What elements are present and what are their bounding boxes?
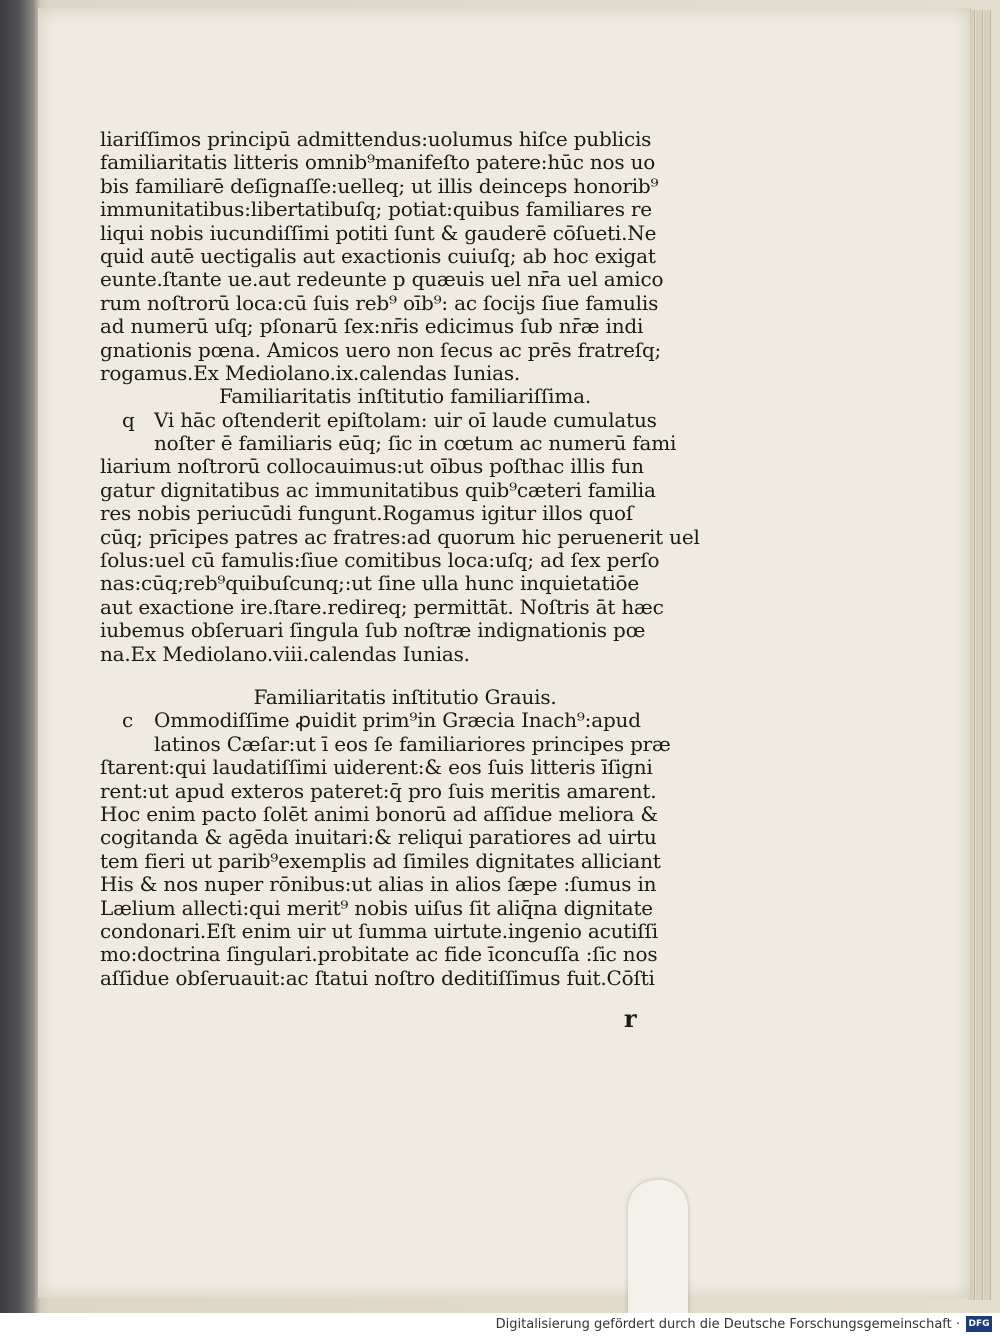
text-line: Ommodiſſime ꝓuidit prim⁹in Græcia Inach⁹:apud [154, 708, 641, 733]
paper-tab [628, 1180, 688, 1320]
text-line: liarium noſtrorū collocauimus:ut oībus poſthac illis fun [100, 454, 644, 479]
text-line: rogamus.Ex Mediolano.ix.calendas Iunias. [100, 360, 521, 385]
section-heading-grauis: Familiaritatis inſtitutio Grauis. [253, 684, 557, 709]
text-line: eunte.ſtante ue.aut redeunte p quæuis uel nr̄a uel amico [100, 267, 664, 292]
page-edge [976, 10, 983, 1300]
text-line: res nobis periucūdi fungunt.Rogamus igitur illos quoſ [100, 501, 634, 526]
guide-letter-q: q [122, 407, 135, 432]
text-line: rum noſtrorū loca:cū ſuis reb⁹ oīb⁹: ac ſocijs ſiue famulis [100, 290, 659, 315]
text-line: quid autē uectigalis aut exactionis cuiuſq; ab hoc exigat [100, 243, 656, 268]
text-line: liqui nobis iucundiſſimi potiti ſunt & gauderē cōſueti.Ne [100, 220, 657, 245]
guide-letter-c: c [122, 708, 134, 733]
section-heading-familiarissima: Familiaritatis inſtitutio familiariſſima. [219, 384, 591, 409]
text-line: tem fieri ut parib⁹exemplis ad ſimiles dignitates alliciant [100, 848, 661, 873]
text-line: ſolus:uel cū famulis:ſiue comitibus loca:uſq; ad ſex perſo [100, 548, 660, 573]
text-line: aſſidue obſeruauit:ac ſtatui noſtro deditiſſimus fuit.Cōſti [100, 965, 655, 990]
text-line: liariſſimos principū admittendus:uolumus hiſce publicis [100, 127, 652, 151]
paragraph-first-line [100, 709, 670, 732]
page-text [100, 127, 700, 990]
text-line: na.Ex Mediolano.viii.calendas Iunias. [100, 641, 470, 666]
section-gap [100, 666, 670, 686]
page-edge [984, 10, 991, 1300]
text-line: Vi hāc oſtenderit epiſtolam: uir oī laude cumulatus [154, 407, 657, 432]
text-line: immunitatibus:libertatibuſq; potiat:quibus familiares re [100, 197, 652, 222]
text-line: bis familiarē deſignaſſe:uelleq; ut illis deinceps honorib⁹ [100, 173, 659, 198]
text-line: latinos Cæſar:ut ī eos ſe familiariores principes præ [154, 731, 671, 756]
dfg-logo: DFG [966, 1316, 992, 1332]
text-line: ſtarent:qui laudatiſſimi uiderent:& eos ſuis litteris īſigni [100, 755, 653, 780]
text-line: Hoc enim pacto ſolēt animi bonorū ad aſſidue meliora & [100, 801, 658, 826]
text-line: Lælium allecti:qui merit⁹ nobis uiſus ſit aliq̄na dignitate [100, 895, 653, 920]
text-line: cūq; prīcipes patres ac fratres:ad quorum hic peruenerit uel [100, 524, 700, 549]
paragraph-first-line [100, 409, 670, 432]
text-line: gatur dignitatibus ac immunitatibus quib⁹cæteri familia [100, 477, 656, 502]
text-line: familiaritatis litteris omnib⁹manifeſto patere:hūc nos uo [100, 150, 656, 175]
text-line: rent:ut apud exteros pateret:q̄ pro ſuis meritis amarent. [100, 778, 657, 803]
text-line: ad numerū uſq; pſonarū ſex:nr̄is edicimus ſub nr̄æ indi [100, 314, 644, 339]
text-line: nas:cūq;reb⁹quibuſcunq;:ut ſine ulla hunc inquietatiōe [100, 571, 640, 596]
text-line: noſter ē familiaris eūq; ſic in cœtum ac numerū fami [154, 431, 677, 456]
text-line: iubemus obſeruari ſingula ſub noſtræ indignationis pœ [100, 618, 646, 643]
text-line: aut exactione ire.ſtare.redireq; permittāt. Noſtris āt hæc [100, 594, 664, 619]
text-line: mo:doctrina ſingulari.probitate ac fide īconcuſſa :ſic nos [100, 942, 658, 967]
text-line: gnationis pœna. Amicos uero non ſecus ac prēs fratreſq; [100, 337, 662, 362]
text-line: His & nos nuper rōnibus:ut alias in alios ſæpe :ſumus in [100, 872, 657, 897]
signature-mark: r [624, 1004, 637, 1033]
funding-credit: Digitalisierung gefördert durch die Deutsche Forschungsgemeinschaft · [495, 1317, 960, 1332]
text-line: condonari.Eſt enim uir ut ſumma uirtute.ingenio acutiſſi [100, 918, 658, 943]
footer-bar [0, 1313, 1000, 1336]
text-line: cogitanda & agēda inuitari:& reliqui paratiores ad uirtu [100, 825, 657, 850]
